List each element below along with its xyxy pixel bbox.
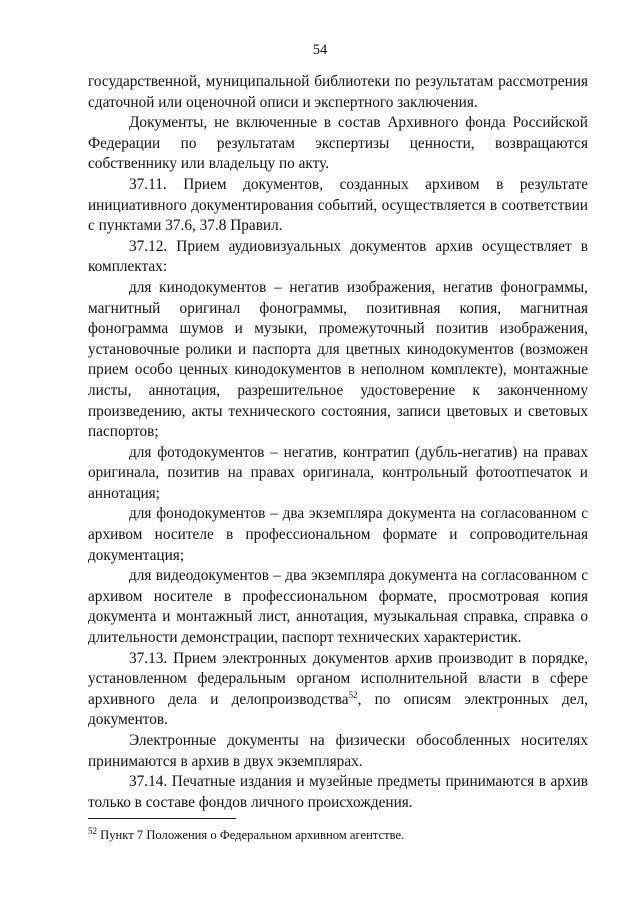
footnote-reference[interactable]: 52 (348, 689, 358, 700)
footnote (88, 827, 588, 843)
paragraph-electronic-copies: Электронные документы на физически обособленных носителях принимаются в архив в двух экземплярах. (88, 732, 588, 770)
list-item-photo-documents: для фотодокументов – негатив, контратип (дубль-негатив) на правах оригинала, позитив на правах оригинала, контрольный фотоотпечаток и аннотация; (88, 443, 588, 502)
paragraph-continuation: государственной, муниципальной библиотеки по результатам рассмотрения сдаточной или оценочной описи и экспертного заключения. (88, 73, 588, 111)
paragraph-37-13-tail: , по описям электронных дел, документов. (88, 690, 588, 729)
paragraph-37-13 (88, 649, 588, 731)
list-item-phono-documents: для фонодокументов – два экземпляра документа на согласованном с архивом носителе в профессиональном формате и сопроводительная документация; (88, 505, 588, 564)
footnote-divider (88, 818, 236, 819)
page-number: 54 (312, 42, 328, 58)
paragraph-37-14: 37.14. Печатные издания и музейные предметы принимаются в архив только в составе фондов личного происхождения. (88, 773, 588, 811)
paragraph-37-13-text: 37.13. Прием электронных документов архив производит в порядке, установленном федеральным органом исполнительной власти в сфере архивного дела и делопроизводства (88, 649, 588, 708)
footnote-number: 52 (88, 825, 97, 836)
paragraph-returned-documents: Документы, не включенные в состав Архивного фонда Российской Федерации по результатам экспертизы ценности, возвращаются собственнику или владельцу по акту. (88, 114, 588, 173)
list-item-video-documents: для видеодокументов – два экземпляра документа на согласованном с архивом носителе в профессиональном формате, просмотровая копия документа и монтажный лист, аннотация, музыкальная справка, справка о длительности демонстрации, паспорт технических характеристик. (88, 567, 588, 647)
list-item-film-documents: для кинодокументов – негатив изображения, негатив фонограммы, магнитный оригинал фонограммы, позитивная копия, магнитная фонограмма шумов и музыки, промежуточный позитив изображения, установочные ролики и паспорта для цветных кинодокументов (возможен прием особо ценных кинодокументов в неполном комплекте), монтажные листы, аннотация, разрешительное удостоверение к законченному произведению, акты технического состояния, записи цветовых и световых паспортов; (88, 278, 588, 441)
footnote-text: Пункт 7 Положения о Федеральном архивном агентстве. (97, 828, 405, 842)
paragraph-37-12: 37.12. Прием аудиовизуальных документов архив осуществляет в комплектах: (88, 237, 588, 276)
paragraph-37-11: 37.11. Прием документов, созданных архивом в результате инициативного документирования событий, осуществляется в соответствии с пунктами 37.6, 37.8 Правил. (88, 175, 588, 235)
body-text (88, 72, 588, 813)
